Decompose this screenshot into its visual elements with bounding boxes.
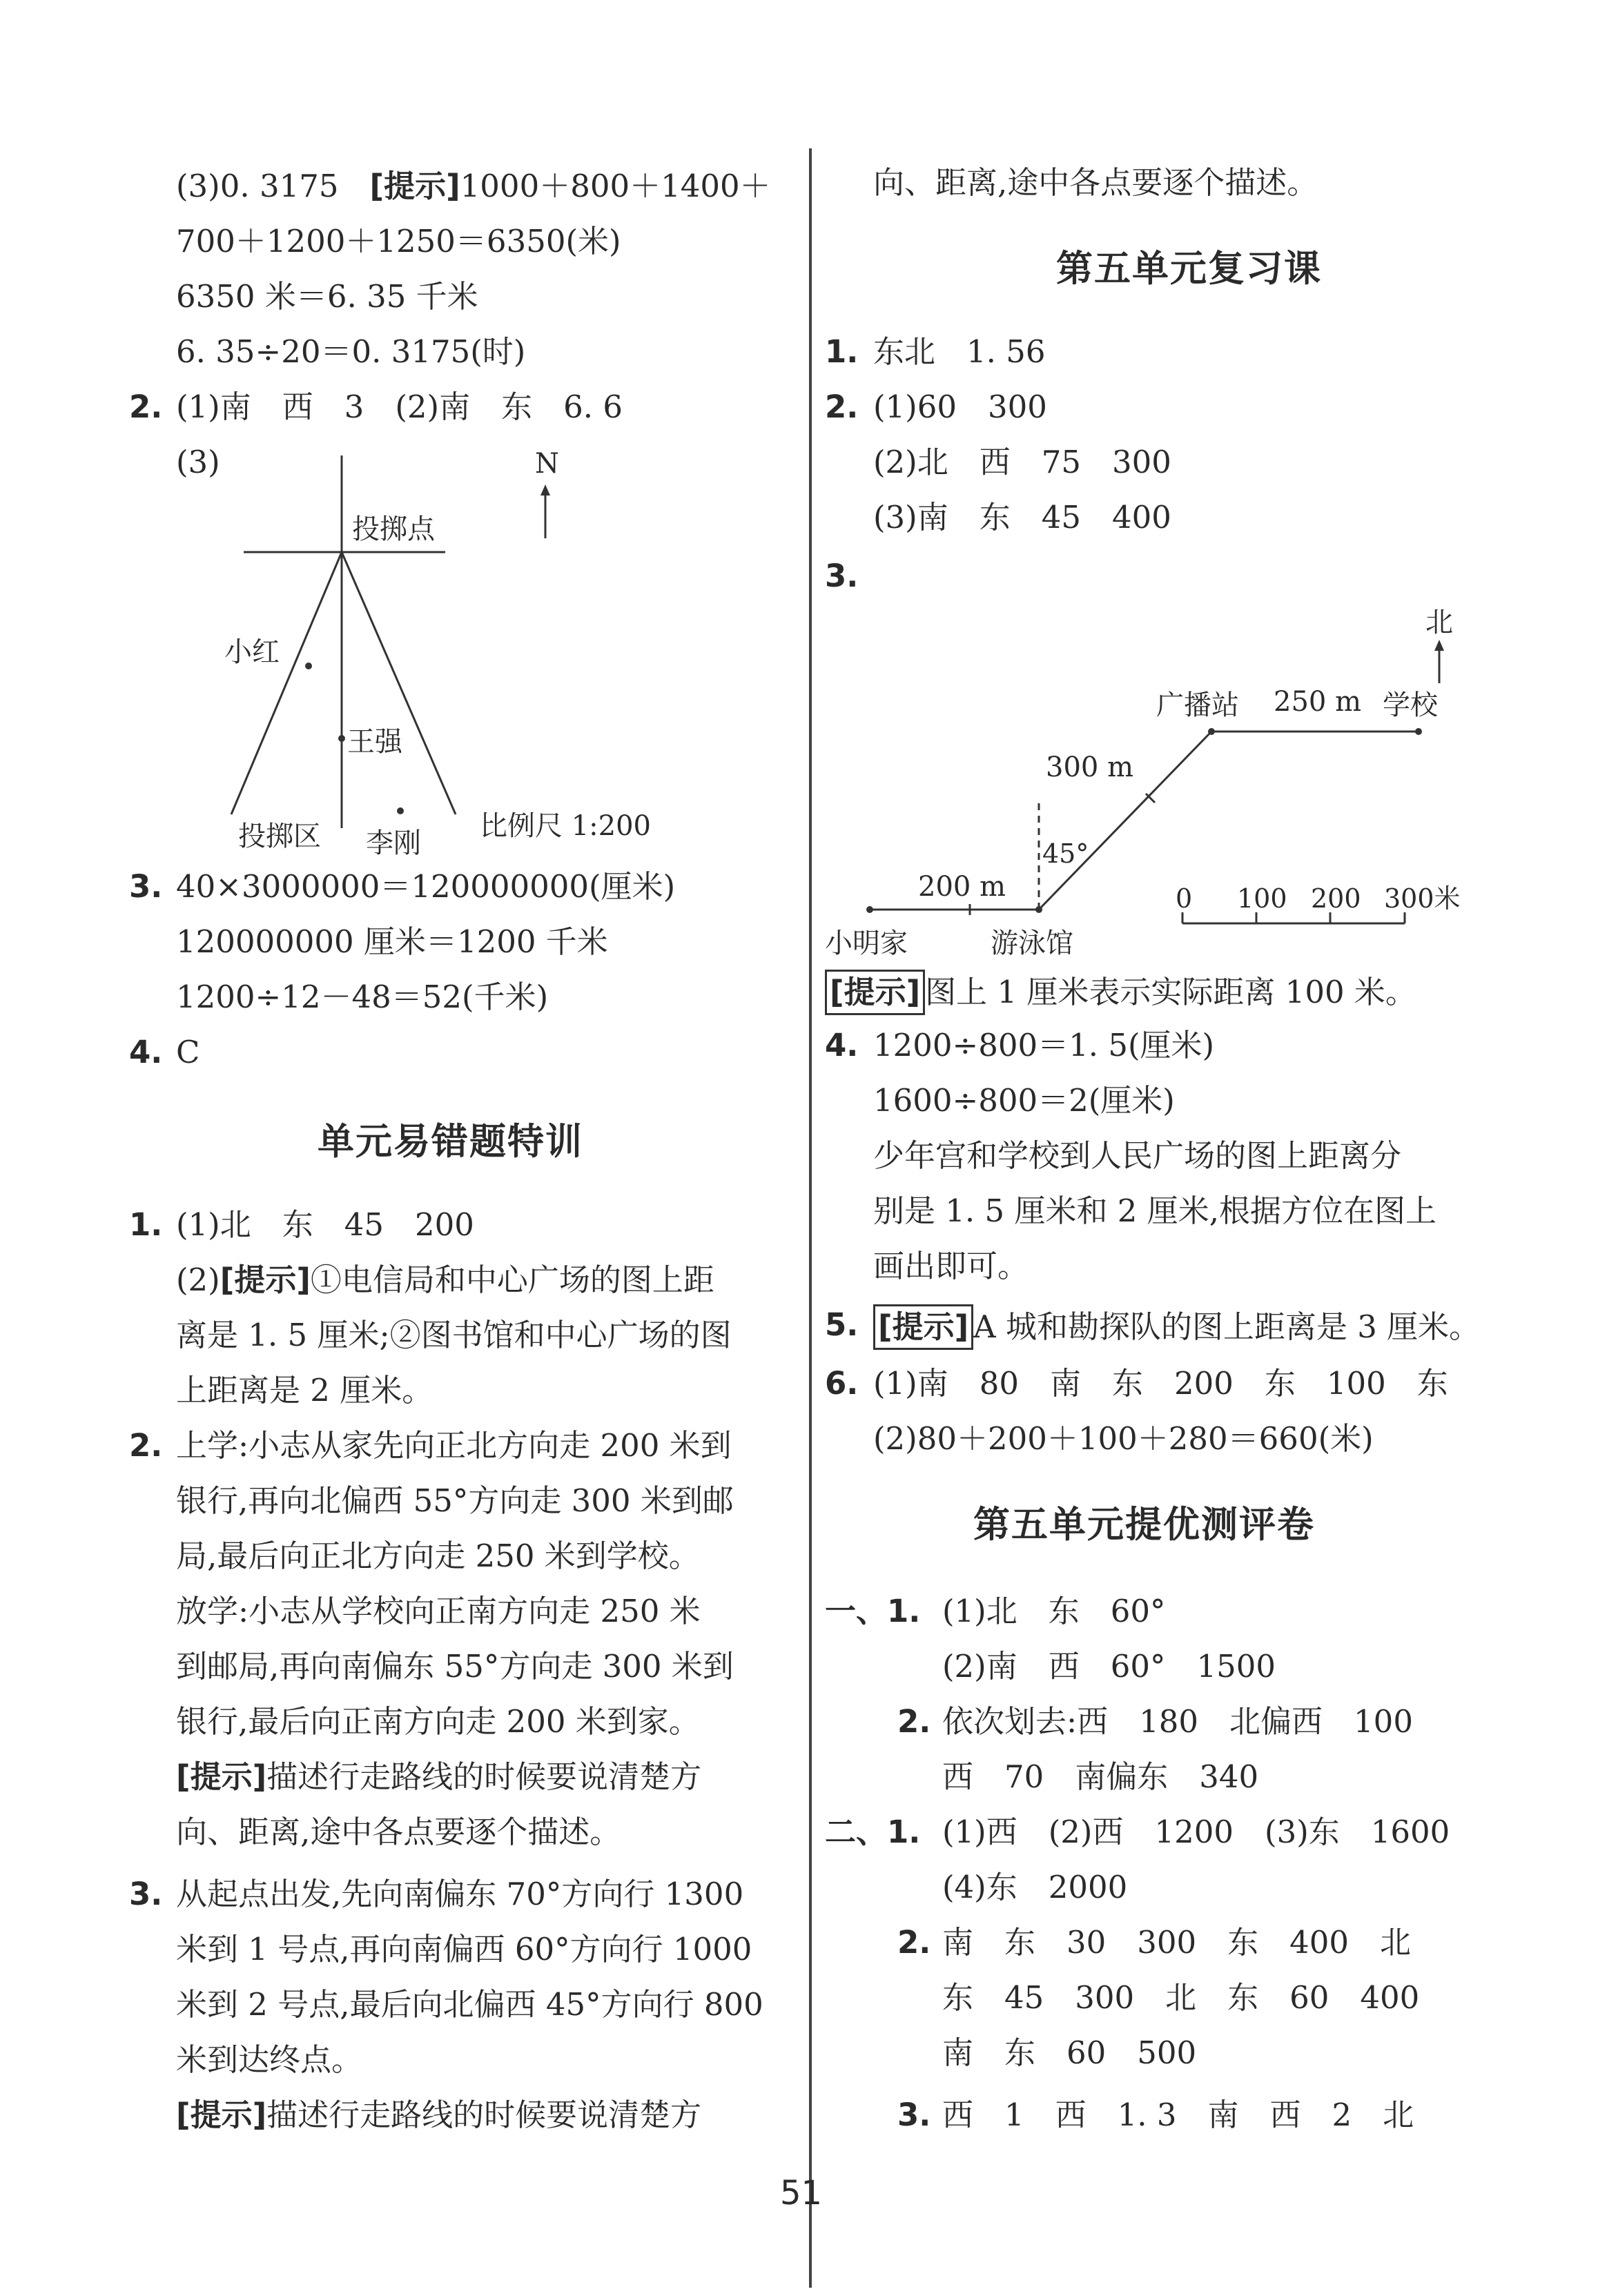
broadcast-label: 广播站	[1156, 689, 1239, 721]
hint-label: [提示]	[825, 970, 925, 1015]
line-r-q5: [提示] A 城和勘探队的图上距离是 3 厘米。	[873, 1304, 1480, 1350]
throw-area-label: 投掷区	[238, 821, 321, 852]
line-r-q6-1: (1)南 80 南 东 200 东 100 东	[873, 1365, 1448, 1402]
throw-point-label: 投掷点	[352, 513, 435, 545]
line-p2-3-1: 西 1 西 1. 3 南 西 2 北	[942, 2097, 1414, 2133]
line-s1q3-5: [提示]描述行走路线的时候要说清楚方	[176, 2094, 701, 2136]
question-number: 一、1.	[825, 1593, 921, 1629]
line-q3-1: 40×3000000＝120000000(厘米)	[176, 868, 676, 905]
scale-300: 300米	[1384, 883, 1461, 914]
question-number: 2.	[825, 389, 859, 425]
question-number: 2.	[129, 1427, 163, 1464]
column-divider	[809, 148, 812, 2288]
line-r0: 向、距离,途中各点要逐个描述。	[873, 164, 1318, 201]
line-s1q3-1: 从起点出发,先向南偏东 70°方向行 1300	[176, 1876, 744, 1912]
line-r-q1: 东北 1. 56	[873, 333, 1046, 370]
section-title: 单元易错题特训	[318, 1121, 583, 1163]
line-s1q2-5: 到邮局,再向南偏东 55°方向走 300 米到	[176, 1648, 734, 1685]
line-q2: (1)南 西 3 (2)南 东 6. 6	[176, 389, 623, 425]
line-p1-2: (2)南 西 60° 1500	[942, 1648, 1276, 1685]
hint-label: [提示]	[176, 1758, 267, 1795]
question-number: 3.	[825, 558, 859, 594]
question-number: 1.	[129, 1206, 163, 1243]
question-number: 4.	[129, 1034, 163, 1070]
angle-label: 45°	[1042, 838, 1089, 869]
line-s1q3-3: 米到 2 号点,最后向北偏西 45°方向行 800	[176, 1986, 763, 2023]
line-r-q3-tip: [提示] 图上 1 厘米表示实际距离 100 米。	[825, 970, 1416, 1015]
question-number: 2.	[897, 1703, 931, 1740]
line-s1q1-4: 上距离是 2 厘米。	[176, 1372, 433, 1409]
scale-0: 0	[1176, 883, 1193, 914]
section-title: 第五单元复习课	[1056, 248, 1322, 290]
distance-200: 200 m	[918, 871, 1006, 903]
line-r-q4-1: 1200÷800＝1. 5(厘米)	[873, 1027, 1215, 1063]
line-p2-2-2: 东 45 300 北 东 60 400	[942, 1979, 1420, 2016]
line-l4: 6. 35÷20＝0. 3175(时)	[176, 333, 526, 370]
line-r-q2-2: (2)北 西 75 300	[873, 444, 1171, 480]
line-p1-1: (1)北 东 60°	[942, 1593, 1166, 1629]
section-title: 第五单元提优测评卷	[973, 1504, 1315, 1546]
question-number: 3.	[897, 2097, 931, 2133]
line-s1q2-7: [提示]描述行走路线的时候要说清楚方	[176, 1756, 701, 1798]
line-s1q3-2: 米到 1 号点,再向南偏西 60°方向行 1000	[176, 1931, 752, 1968]
distance-250: 250 m	[1274, 686, 1361, 718]
ligang-label: 李刚	[366, 827, 421, 859]
line-r-q2-1: (1)60 300	[873, 389, 1047, 425]
hint-label: [提示]	[369, 168, 460, 204]
page-number: 51	[780, 2174, 823, 2212]
question-number: 2.	[897, 1924, 931, 1961]
line-s1q2-2: 银行,再向北偏西 55°方向走 300 米到邮	[176, 1482, 734, 1519]
north-label: 北	[1425, 607, 1453, 638]
question-number: 2.	[129, 389, 163, 425]
route-diagram	[825, 593, 1515, 966]
line-s1q2-3: 局,最后向正北方向走 250 米到学校。	[176, 1538, 700, 1574]
home-label: 小明家	[825, 928, 908, 959]
line-p1-2-1: 依次划去:西 180 北偏西 100	[942, 1703, 1413, 1740]
hint-label: [提示]	[873, 1304, 973, 1350]
question-number: 4.	[825, 1027, 859, 1063]
line-s1q1-2: (2)[提示]①电信局和中心广场的图上距	[176, 1259, 714, 1301]
scale-100: 100	[1237, 883, 1287, 914]
line-s1q2-4: 放学:小志从学校向正南方向走 250 米	[176, 1593, 701, 1629]
north-label: N	[535, 448, 559, 480]
question-number: 二、1.	[825, 1814, 921, 1850]
left-column	[121, 0, 804, 2208]
pool-label: 游泳馆	[991, 928, 1073, 959]
line-r-q2-3: (3)南 东 45 400	[873, 499, 1171, 536]
right-column	[825, 0, 1515, 2208]
scale-label: 比例尺 1:200	[480, 810, 651, 842]
xiaohong-label: 小红	[224, 636, 280, 668]
line-s1q2-8: 向、距离,途中各点要逐个描述。	[176, 1814, 621, 1850]
line-p2-2: (4)东 2000	[942, 1869, 1128, 1905]
line-r-q4-2: 1600÷800＝2(厘米)	[873, 1082, 1175, 1119]
line-q4: C	[176, 1034, 200, 1070]
question-number: 1.	[825, 333, 859, 370]
line-q3-2: 120000000 厘米＝1200 千米	[176, 923, 608, 960]
question-number: 5.	[825, 1306, 859, 1343]
line-l3: 6350 米＝6. 35 千米	[176, 278, 478, 315]
line-p1-2-2: 西 70 南偏东 340	[942, 1758, 1259, 1795]
question-number: 6.	[825, 1365, 859, 1402]
wangqiang-label: 王强	[347, 726, 402, 758]
line-q2-3: (3)	[176, 444, 220, 480]
line-r-q6-2: (2)80＋200＋100＋280＝660(米)	[873, 1420, 1374, 1457]
line-l1: (3)0. 3175 [提示]1000＋800＋1400＋	[176, 166, 771, 207]
school-label: 学校	[1383, 689, 1438, 721]
line-p2-2-1: 南 东 30 300 东 400 北	[942, 1924, 1412, 1961]
line-l2: 700＋1200＋1250＝6350(米)	[176, 223, 621, 259]
throw-diagram	[121, 442, 804, 870]
line-p2-2-3: 南 东 60 500	[942, 2034, 1197, 2071]
line-s1q3-4: 米到达终点。	[176, 2041, 363, 2078]
line-q3-3: 1200÷12－48＝52(千米)	[176, 979, 549, 1015]
question-number: 3.	[129, 868, 163, 905]
distance-300: 300 m	[1046, 752, 1133, 783]
line-s1q2-1: 上学:小志从家先向正北方向走 200 米到	[176, 1427, 732, 1464]
line-r-q4-3: 少年宫和学校到人民广场的图上距离分	[873, 1137, 1402, 1174]
question-number: 3.	[129, 1876, 163, 1912]
line-r-q4-4: 别是 1. 5 厘米和 2 厘米,根据方位在图上	[873, 1193, 1437, 1229]
hint-label: [提示]	[176, 2097, 267, 2133]
line-s1q1-1: (1)北 东 45 200	[176, 1206, 474, 1243]
scale-200: 200	[1311, 883, 1361, 914]
line-p2-1: (1)西 (2)西 1200 (3)东 1600	[942, 1814, 1450, 1850]
line-s1q1-3: 离是 1. 5 厘米;②图书馆和中心广场的图	[176, 1317, 732, 1353]
line-r-q4-5: 画出即可。	[873, 1248, 1029, 1284]
line-s1q2-6: 银行,最后向正南方向走 200 米到家。	[176, 1703, 700, 1740]
hint-label: [提示]	[220, 1262, 311, 1298]
